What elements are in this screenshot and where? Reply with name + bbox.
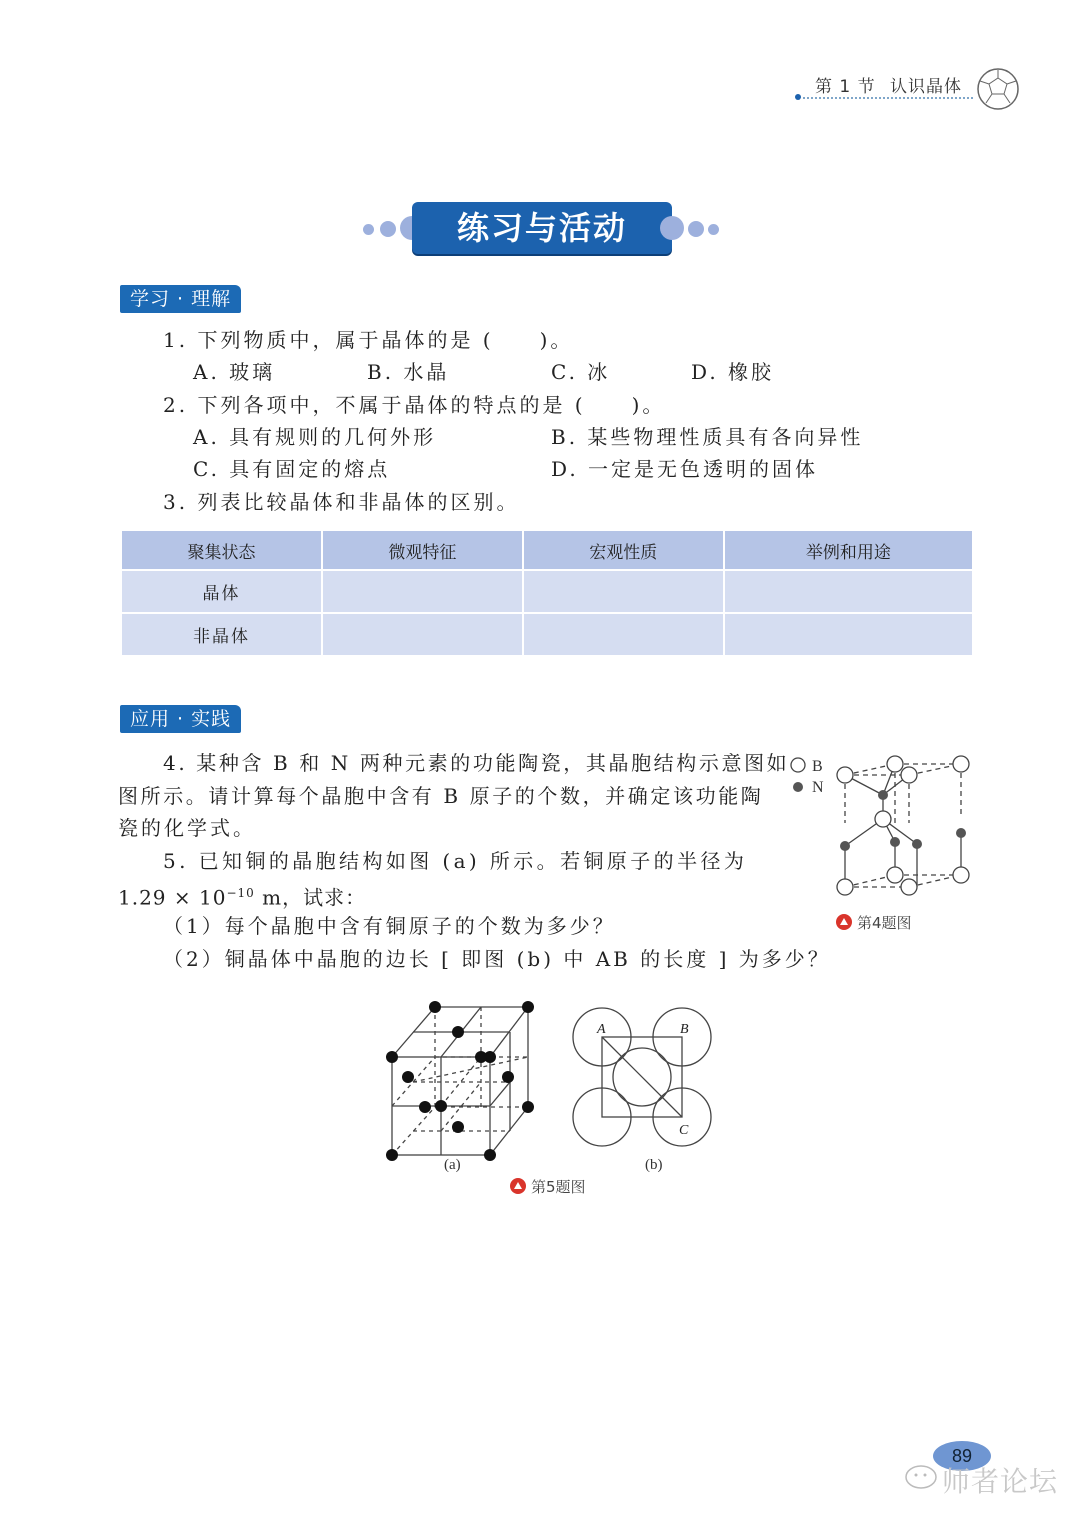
header-dot	[795, 94, 801, 100]
table-header: 微观特征	[323, 531, 522, 569]
section-badge-practice: 应用 · 实践	[120, 705, 241, 733]
table-header-row	[122, 531, 972, 569]
figure4-caption	[836, 912, 912, 933]
figure5-copper-cell	[380, 995, 730, 1175]
watermark-text: 师者论坛	[942, 1465, 1059, 1498]
figure5-caption	[510, 1176, 586, 1197]
q5-value-mantissa: 1.29 × 10	[118, 885, 227, 910]
banner-dot	[380, 221, 396, 237]
caption-marker-icon	[510, 1178, 526, 1194]
q1-option-a: A. 玻璃	[193, 360, 276, 384]
q4-line: 4. 某种含 B 和 N 两种元素的功能陶瓷，其晶胞结构示意图如	[163, 751, 790, 775]
q5-value-exponent: −10	[226, 886, 255, 900]
q1-option-d: D. 橡胶	[691, 360, 775, 384]
table-row	[122, 614, 972, 655]
q5-value-rest: m，试求：	[254, 885, 367, 910]
q4-line: 图所示。请计算每个晶胞中含有 B 原子的个数，并确定该功能陶	[118, 784, 764, 808]
fullerene-icon	[975, 66, 1021, 112]
point-a-label: A	[597, 1022, 606, 1037]
table-cell[interactable]	[524, 571, 723, 612]
subfigure-a-label: (a)	[444, 1157, 461, 1173]
q4-line: 瓷的化学式。	[118, 816, 256, 840]
table-header: 举例和用途	[725, 531, 972, 569]
banner-title: 练习与活动	[412, 202, 672, 254]
table-cell: 非晶体	[122, 614, 321, 655]
section-badge-study: 学习 · 理解	[120, 285, 241, 313]
banner-dot	[708, 224, 719, 235]
table-cell[interactable]	[323, 614, 522, 655]
table-cell[interactable]	[725, 571, 972, 612]
q5-value	[118, 880, 366, 911]
wechat-icon	[903, 1463, 939, 1491]
table-cell[interactable]	[323, 571, 522, 612]
q5-sub-2: （2）铜晶体中晶胞的边长 [ 即图 (b) 中 AB 的长度 ] 为多少？	[163, 947, 831, 971]
q1-option-c: C. 冰	[551, 360, 611, 384]
q1-option-b: B. 水晶	[367, 360, 450, 384]
q1-stem: 1. 下列物质中，属于晶体的是 ( )。	[163, 328, 574, 352]
point-b-label: B	[680, 1022, 689, 1037]
subfigure-b-label: (b)	[645, 1157, 663, 1173]
q2-option-a: A. 具有规则的几何外形	[193, 425, 437, 449]
figure4-caption-text: 第4题图	[857, 914, 912, 932]
banner-dot	[363, 224, 374, 235]
figure4-bn-structure	[785, 745, 985, 905]
section-number: 第 1 节	[815, 77, 876, 97]
banner-dot	[660, 216, 684, 240]
comparison-table	[120, 529, 974, 657]
q5-sub-1: （1）每个晶胞中含有铜原子的个数为多少？	[163, 914, 616, 938]
table-cell[interactable]	[524, 614, 723, 655]
q5-line: 5. 已知铜的晶胞结构如图 (a) 所示。若铜原子的半径为	[163, 849, 748, 873]
table-cell[interactable]	[725, 614, 972, 655]
banner-dot	[688, 221, 704, 237]
caption-marker-icon	[836, 914, 852, 930]
q2-stem: 2. 下列各项中，不属于晶体的特点的是 ( )。	[163, 393, 666, 417]
q2-option-c: C. 具有固定的熔点	[193, 457, 391, 481]
table-header: 宏观性质	[524, 531, 723, 569]
table-row	[122, 571, 972, 612]
q3-stem: 3. 列表比较晶体和非晶体的区别。	[163, 490, 520, 514]
point-c-label: C	[679, 1123, 689, 1138]
page-number: 89	[933, 1441, 991, 1471]
figure5-caption-text: 第5题图	[531, 1178, 586, 1196]
header-divider	[798, 97, 973, 99]
table-header: 聚集状态	[122, 531, 321, 569]
q2-option-b: B. 某些物理性质具有各向异性	[551, 425, 864, 449]
legend-b-label: B	[812, 758, 823, 775]
q2-option-d: D. 一定是无色透明的固体	[551, 457, 819, 481]
legend-n-label: N	[812, 779, 824, 796]
section-title: 认识晶体	[890, 77, 962, 97]
table-cell: 晶体	[122, 571, 321, 612]
